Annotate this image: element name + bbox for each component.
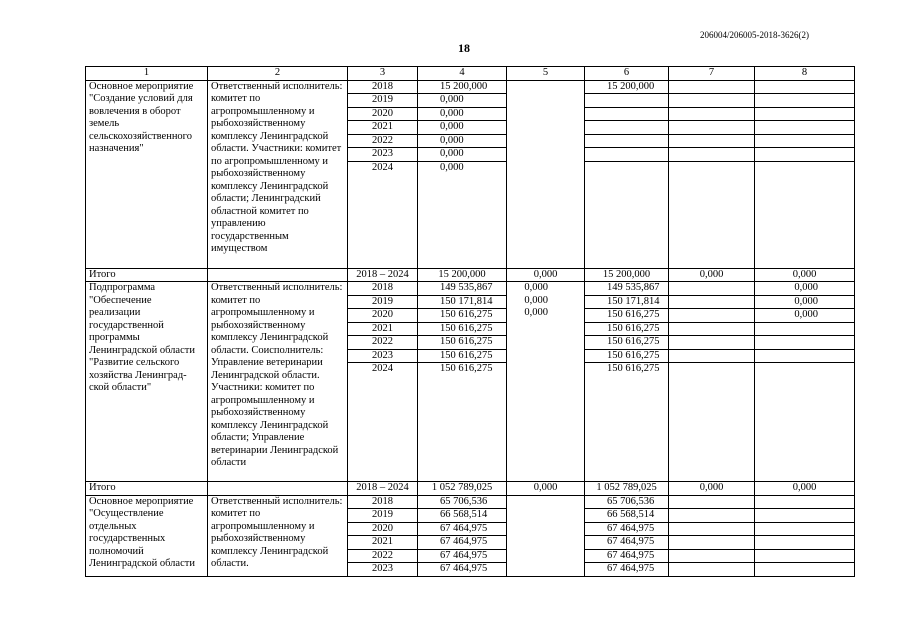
cell-value	[669, 309, 754, 323]
cell-value	[669, 148, 754, 162]
col-header: 5	[507, 67, 585, 81]
cell-value	[755, 148, 854, 162]
cell-value	[755, 509, 854, 523]
cell-value	[755, 523, 854, 537]
cell-value	[755, 550, 854, 564]
col7-cell	[669, 495, 755, 576]
table-row	[86, 80, 855, 268]
total-col8: 0,000	[755, 268, 855, 282]
cell-value	[669, 550, 754, 564]
cell-value: 150 616,275	[418, 336, 506, 350]
cell-value	[755, 81, 854, 95]
cell-value: 2018	[348, 282, 417, 296]
cell-value: 2022	[348, 336, 417, 350]
cell-value	[669, 509, 754, 523]
col8-cell	[755, 80, 855, 268]
cell-value	[507, 93, 584, 106]
cell-value: 0,000	[755, 296, 854, 310]
cell-value: 150 616,275	[585, 309, 668, 323]
cell-value	[507, 156, 584, 169]
cell-value	[669, 523, 754, 537]
cell-value: 2021	[348, 323, 417, 337]
cell-value	[585, 162, 668, 175]
table-row	[86, 495, 855, 576]
cell-value	[507, 558, 584, 571]
cell-value	[585, 94, 668, 108]
cell-value	[755, 496, 854, 510]
header-row	[86, 67, 855, 81]
cell-value	[669, 108, 754, 122]
cell-value	[669, 121, 754, 135]
cell-value	[755, 350, 854, 364]
cell-value: 0,000	[755, 309, 854, 323]
empty-cell	[208, 482, 348, 496]
cell-value	[507, 332, 584, 345]
cell-value: 2023	[348, 350, 417, 364]
cell-value: 0,000	[418, 108, 506, 122]
cell-value	[507, 496, 584, 509]
cell-value: 150 616,275	[418, 309, 506, 323]
col4-cell	[418, 495, 507, 576]
cell-value	[507, 131, 584, 144]
cell-value: 67 464,975	[607, 563, 655, 574]
cell-value: 150 616,275	[607, 363, 660, 374]
cell-value: 2020	[348, 309, 417, 323]
cell-value	[755, 536, 854, 550]
col6-cell	[585, 495, 669, 576]
cell-value: 150 616,275	[440, 363, 493, 374]
activity-name: Подпрограмма "Обеспечение реализации государственной программы Ленинградской области "Развитие сельского хозяйства Ленинград-ской области"	[86, 282, 208, 482]
cell-value	[669, 162, 754, 175]
cell-value: 67 464,975	[585, 536, 668, 550]
total-row	[86, 482, 855, 496]
cell-value	[755, 336, 854, 350]
cell-value	[755, 162, 854, 175]
cell-value: 2024	[372, 161, 393, 173]
cell-value	[585, 135, 668, 149]
cell-value	[669, 135, 754, 149]
total-label: Итого	[86, 482, 208, 496]
cell-value	[507, 533, 584, 546]
cell-value: 2022	[348, 135, 417, 149]
cell-value	[507, 508, 584, 521]
col8-cell	[755, 282, 855, 482]
cell-value	[669, 563, 754, 576]
cell-value: 67 464,975	[418, 550, 506, 564]
col4-cell	[418, 282, 507, 482]
total-col7: 0,000	[669, 482, 755, 496]
col7-cell	[669, 282, 755, 482]
cell-value: 2020	[348, 523, 417, 537]
years-cell	[348, 495, 418, 576]
cell-value: 66 568,514	[418, 509, 506, 523]
cell-value: 2021	[348, 536, 417, 550]
cell-value: 0,000	[755, 282, 854, 296]
cell-value	[755, 323, 854, 337]
cell-value	[755, 363, 854, 376]
executors: Ответственный исполнитель: комитет по агропромышленному и рыбохозяйственному комплексу Ленинградской области. Участники: комитет по агропромышленному и рыбохозяйственному комплексу Ленинградской области; Ленинградский областной комитет по управлению государственным имуществом	[208, 80, 348, 268]
cell-value	[669, 363, 754, 376]
cell-value	[669, 496, 754, 510]
col-header: 2	[208, 67, 348, 81]
cell-value: 149 535,867	[585, 282, 668, 296]
cell-value	[507, 81, 584, 94]
cell-value: 150 171,814	[418, 296, 506, 310]
cell-value: 150 616,275	[585, 336, 668, 350]
cell-value	[507, 521, 584, 534]
total-period: 2018 – 2024	[348, 268, 418, 282]
cell-value: 15 200,000	[418, 81, 506, 95]
cell-value: 150 616,275	[418, 323, 506, 337]
cell-value: 150 616,275	[585, 323, 668, 337]
cell-value	[755, 563, 854, 576]
cell-value: 0,000	[418, 94, 506, 108]
cell-value	[507, 320, 584, 333]
cell-value: 0,000	[440, 161, 464, 173]
col8-cell	[755, 495, 855, 576]
cell-value	[507, 345, 584, 358]
total-col4: 1 052 789,025	[418, 482, 507, 496]
cell-value	[585, 121, 668, 135]
col-header: 7	[669, 67, 755, 81]
cell-value	[669, 296, 754, 310]
cell-value: 2021	[348, 121, 417, 135]
total-col6: 15 200,000	[585, 268, 669, 282]
total-label: Итого	[86, 268, 208, 282]
total-row	[86, 268, 855, 282]
cell-value	[755, 135, 854, 149]
cell-value	[669, 282, 754, 296]
cell-value	[669, 323, 754, 337]
cell-value	[755, 94, 854, 108]
col-header: 6	[585, 67, 669, 81]
cell-value: 0,000	[524, 282, 548, 293]
cell-value: 150 616,275	[585, 350, 668, 364]
cell-value: 149 535,867	[418, 282, 506, 296]
cell-value: 2020	[348, 108, 417, 122]
cell-value: 0,000	[418, 121, 506, 135]
cell-value: 67 464,975	[440, 563, 488, 574]
executors: Ответственный исполнитель: комитет по агропромышленному и рыбохозяйственному комплексу Ленинградской области. Соисполнитель: Управление ветеринарии Ленинградской области. Участники: комитет по агропромышленному и рыбохозяйственному комплексу Ленинградской области; Управление ветеринарии Ленинградской области	[208, 282, 348, 482]
cell-value: 67 464,975	[418, 536, 506, 550]
cell-value	[669, 336, 754, 350]
activity-name: Основное мероприятие "Создание условий для вовлечения в оборот земель сельскохозяйственного назначения"	[86, 80, 208, 268]
cell-value	[755, 108, 854, 122]
cell-value: 2019	[348, 509, 417, 523]
cell-value: 2019	[348, 296, 417, 310]
cell-value	[669, 536, 754, 550]
years-cell	[348, 282, 418, 482]
cell-value: 150 171,814	[585, 296, 668, 310]
cell-value: 67 464,975	[585, 523, 668, 537]
cell-value: 0,000	[524, 294, 548, 306]
cell-value: 2024	[372, 363, 393, 374]
cell-value: 67 464,975	[418, 523, 506, 537]
cell-value: 2018	[348, 81, 417, 95]
col6-cell	[585, 282, 669, 482]
col5-cell	[507, 80, 585, 268]
col-header: 8	[755, 67, 855, 81]
page-number: 18	[458, 41, 470, 55]
total-col6: 1 052 789,025	[585, 482, 669, 496]
col-header: 1	[86, 67, 208, 81]
total-period: 2018 – 2024	[348, 482, 418, 496]
cell-value	[507, 118, 584, 131]
cell-value	[669, 81, 754, 95]
cell-value: 15 200,000	[585, 81, 668, 95]
total-col5: 0,000	[507, 482, 585, 496]
cell-value: 66 568,514	[585, 509, 668, 523]
years-cell	[348, 80, 418, 268]
cell-value: 150 616,275	[418, 350, 506, 364]
col5-cell	[507, 495, 585, 576]
cell-value: 2018	[348, 496, 417, 510]
total-col4: 15 200,000	[418, 268, 507, 282]
budget-table	[85, 66, 855, 577]
cell-value	[669, 350, 754, 364]
cell-value: 0,000	[418, 135, 506, 149]
cell-value: 2022	[348, 550, 417, 564]
cell-value	[585, 108, 668, 122]
col-header: 4	[418, 67, 507, 81]
col7-cell	[669, 80, 755, 268]
table-row	[86, 282, 855, 482]
cell-value: 65 706,536	[418, 496, 506, 510]
cell-value	[585, 148, 668, 162]
total-col8: 0,000	[755, 482, 855, 496]
activity-name: Основное мероприятие "Осуществление отдельных государственных полномочий Ленинградской области	[86, 495, 208, 576]
document-number: 206004/206005-2018-3626(2)	[700, 30, 809, 40]
cell-value	[507, 357, 584, 370]
total-col5: 0,000	[507, 268, 585, 282]
cell-value	[507, 106, 584, 119]
col5-cell	[507, 282, 585, 482]
cell-value: 0,000	[524, 307, 548, 318]
empty-cell	[208, 268, 348, 282]
cell-value: 2023	[348, 148, 417, 162]
cell-value: 65 706,536	[585, 496, 668, 510]
executors: Ответственный исполнитель: комитет по агропромышленному и рыбохозяйственному комплексу Ленинградской области.	[208, 495, 348, 576]
cell-value	[507, 143, 584, 156]
cell-value: 2023	[372, 563, 393, 574]
cell-value: 0,000	[418, 148, 506, 162]
cell-value	[755, 121, 854, 135]
cell-value	[669, 94, 754, 108]
total-col7: 0,000	[669, 268, 755, 282]
col-header: 3	[348, 67, 418, 81]
col6-cell	[585, 80, 669, 268]
cell-value: 67 464,975	[585, 550, 668, 564]
cell-value: 2019	[348, 94, 417, 108]
col4-cell	[418, 80, 507, 268]
cell-value	[507, 546, 584, 559]
